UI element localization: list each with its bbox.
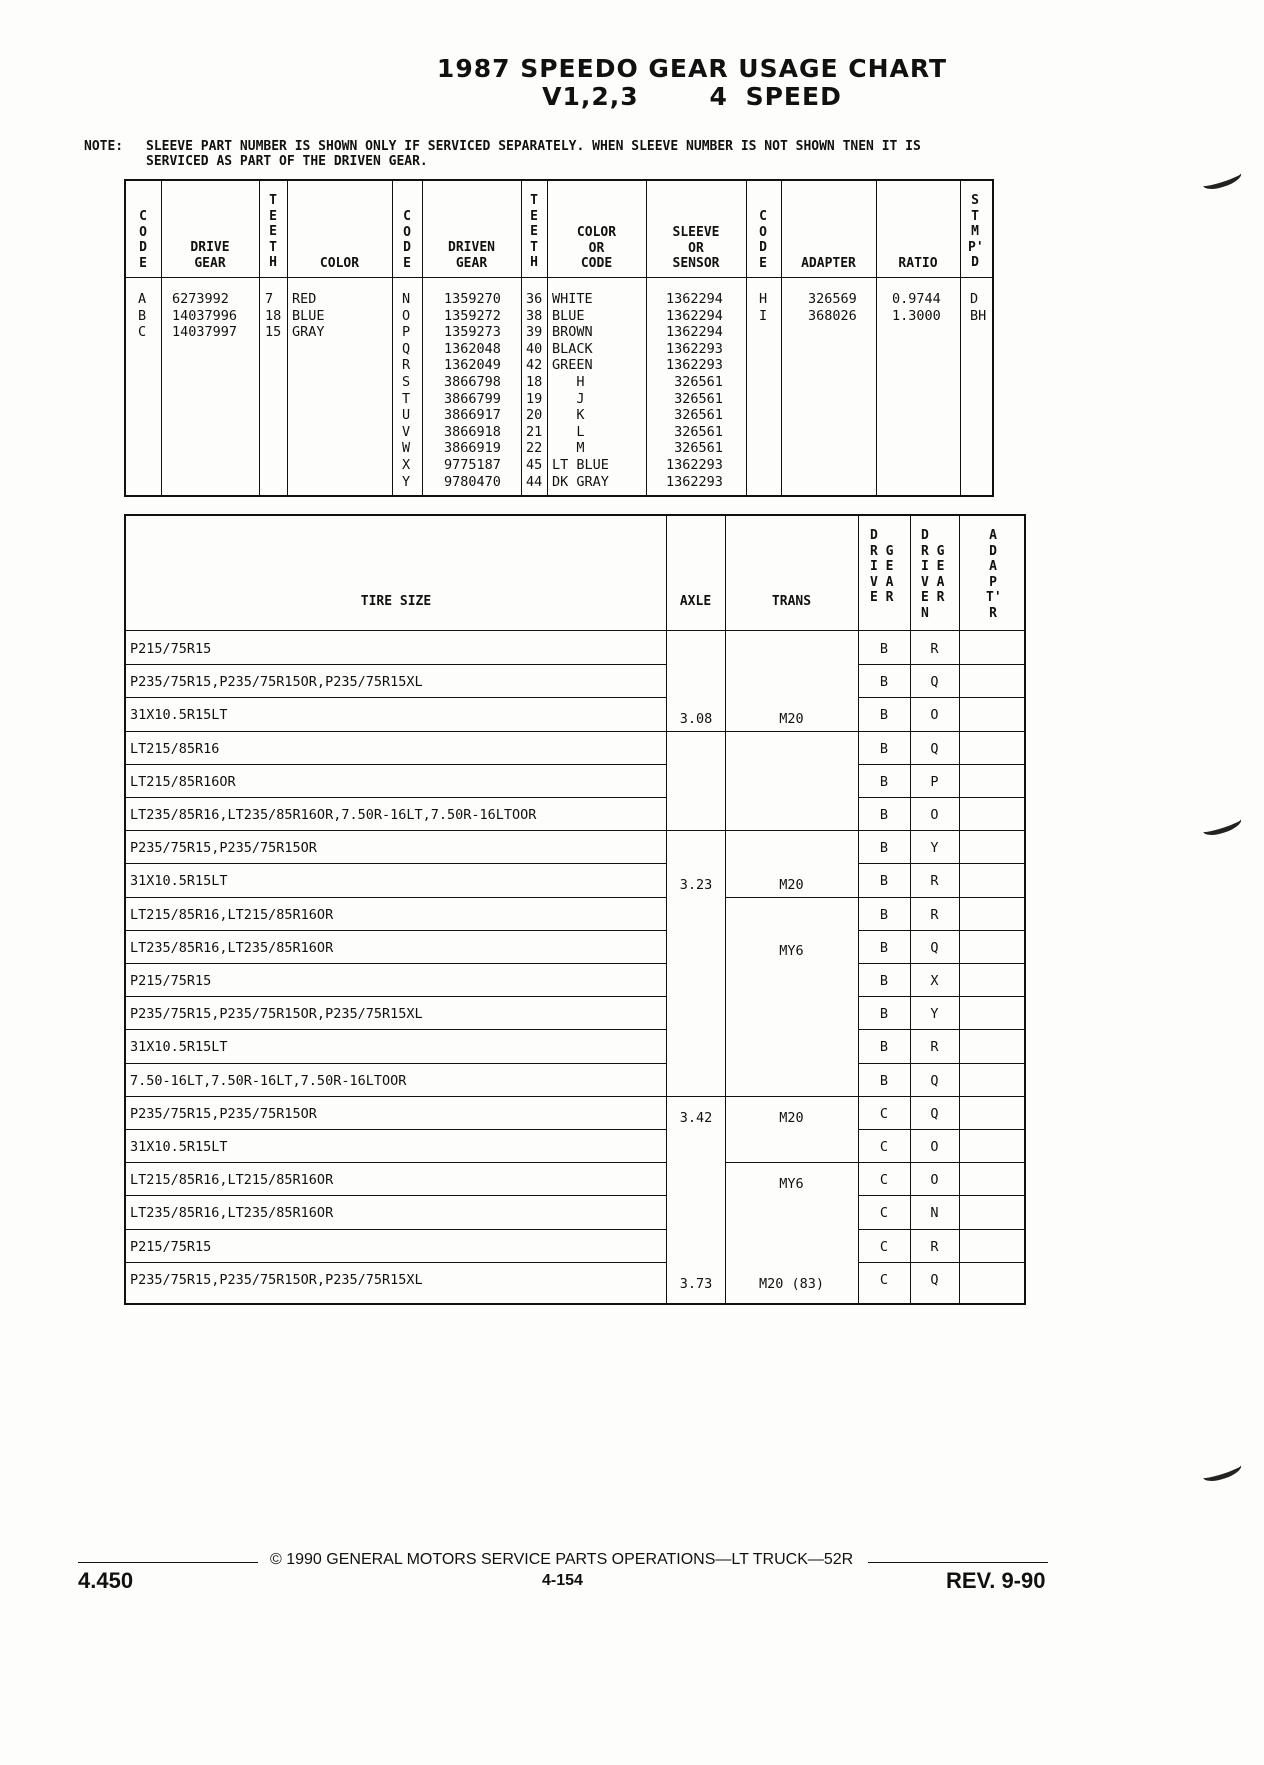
header-driven-gear-2: D R G I E V A E R N <box>921 528 945 621</box>
drive-gear-cell: C <box>879 1172 889 1189</box>
row-divider <box>858 1229 1024 1230</box>
page-section-number: 4.450 <box>78 1568 134 1593</box>
tire-table <box>124 514 1026 1305</box>
row-divider <box>126 1129 666 1130</box>
row-divider <box>126 1096 666 1097</box>
row-divider <box>858 1162 1024 1163</box>
row-divider <box>126 1229 666 1230</box>
table-row <box>126 1229 1026 1262</box>
row-divider <box>858 830 1024 831</box>
drive-gear-cell: B <box>879 873 889 890</box>
header-drive-gear: DRIVE GEAR <box>190 240 230 271</box>
driven-gear-cell: Y <box>930 840 939 857</box>
row-divider <box>858 930 1024 931</box>
trans-label: M20 (83) <box>758 1276 825 1292</box>
drive-gear-cell: B <box>879 740 889 757</box>
row-divider <box>126 863 666 864</box>
table-row <box>126 897 1026 930</box>
row-divider <box>858 1262 1024 1263</box>
axle-label: 3.08 <box>679 711 713 727</box>
table-row <box>126 1129 1026 1162</box>
drive-gear-cell: B <box>879 1006 889 1023</box>
row-divider <box>858 1096 1024 1097</box>
binder-hole-mark <box>1201 1458 1244 1485</box>
header-code-2: C O D E <box>403 209 411 271</box>
binder-hole-mark <box>1201 166 1244 193</box>
row-divider <box>858 697 1024 698</box>
row-divider <box>126 797 666 798</box>
drive-gear-cell: B <box>879 807 889 823</box>
axle-label: 3.23 <box>679 877 713 893</box>
tire-size-cell: LT215/85R16 <box>130 740 220 757</box>
binder-hole-mark <box>1201 812 1244 839</box>
drive-gear-cell: C <box>879 1205 889 1222</box>
table-row <box>126 731 1026 764</box>
axle-label: 3.42 <box>679 1110 713 1126</box>
header-adapter-2: A D A P T' R <box>986 528 1002 621</box>
tire-size-cell: LT235/85R16,LT235/85R16OR,7.50R-16LT,7.50R-16LTOOR <box>130 807 537 823</box>
driven-gear-cell: P <box>930 773 939 790</box>
table-row <box>126 996 1026 1029</box>
row-divider <box>126 830 666 831</box>
driven-gear-cell: O <box>930 1172 939 1189</box>
row-divider <box>858 731 1024 732</box>
tire-size-cell: P215/75R15 <box>130 641 212 657</box>
header-sleeve-or-sensor: SLEEVE OR SENSOR <box>672 225 720 271</box>
note-line-1: SLEEVE PART NUMBER IS SHOWN ONLY IF SERVICED SEPARATELY. WHEN SLEEVE NUMBER IS NOT SHOWN TNEN IT IS <box>146 139 921 154</box>
table-row <box>126 631 1026 664</box>
driven-gear-cell: Q <box>930 1271 939 1288</box>
row-divider <box>858 1063 1024 1064</box>
drive-gear-cell: B <box>879 939 889 956</box>
driven-gear-cell: Q <box>930 939 939 956</box>
tire-size-cell: 7.50-16LT,7.50R-16LT,7.50R-16LTOOR <box>130 1072 407 1089</box>
tire-size-cell: P235/75R15,P235/75R15OR,P235/75R15XL <box>130 1271 423 1288</box>
driven-gear-cell: X <box>930 973 939 989</box>
header-tire-size: TIRE SIZE <box>360 594 432 609</box>
header-color-or-code: COLOR OR CODE <box>576 225 617 271</box>
row-divider <box>666 830 725 831</box>
trans-label: M20 <box>779 1110 804 1126</box>
driven-codes: N O P Q R S T U V W X Y <box>402 291 411 490</box>
note-label: NOTE: <box>84 139 124 154</box>
header-teeth-2: T E E T H <box>530 193 538 270</box>
driven-gear-cell: Q <box>930 1105 939 1122</box>
header-axle: AXLE <box>679 594 712 609</box>
driven-gear-cell: R <box>930 1238 939 1255</box>
row-divider <box>858 996 1024 997</box>
row-divider <box>126 963 666 964</box>
chart-title: 1987 SPEEDO GEAR USAGE CHART <box>436 54 948 83</box>
row-divider <box>725 830 858 831</box>
drive-gear-cell: B <box>879 1039 889 1056</box>
header-trans: TRANS <box>771 594 812 609</box>
row-divider <box>126 1262 666 1263</box>
table-row <box>126 863 1026 896</box>
drive-gear-cell: C <box>879 1105 889 1122</box>
table-row <box>126 797 1026 830</box>
row-divider <box>126 1029 666 1030</box>
drive-gear-cell: B <box>879 674 889 691</box>
drive-gear-cell: B <box>879 840 889 857</box>
header-color: COLOR <box>319 256 360 271</box>
table-row <box>126 664 1026 697</box>
row-divider <box>725 1096 858 1097</box>
header-adapter: ADAPTER <box>801 256 856 271</box>
tire-size-cell: LT215/85R16,LT215/85R16OR <box>130 906 334 923</box>
chart-subtitle: V1,2,3 4 SPEED <box>542 82 842 111</box>
row-divider <box>126 1162 666 1163</box>
row-divider <box>858 963 1024 964</box>
row-divider <box>126 697 666 698</box>
adapter-codes: H I <box>759 291 768 324</box>
header-code: C O D E <box>139 209 147 271</box>
drive-codes: A B C <box>138 291 147 341</box>
row-divider <box>126 630 1024 631</box>
table-row <box>126 1029 1026 1062</box>
driven-sleeves: 1362294 1362294 1362294 1362293 1362293 326561 326561 326561 326561 326561 1362293 1362293 <box>666 291 723 490</box>
row-divider <box>126 930 666 931</box>
drive-teeth: 7 18 15 <box>265 291 282 341</box>
driven-gear-cell: O <box>930 1139 939 1155</box>
row-divider <box>858 1195 1024 1196</box>
tire-size-cell: P235/75R15,P235/75R15OR <box>130 1105 317 1122</box>
row-divider <box>126 731 666 732</box>
adapter-numbers: 326569 368026 <box>808 291 857 324</box>
row-divider <box>126 1063 666 1064</box>
tire-size-cell: P215/75R15 <box>130 973 212 989</box>
drive-gear-cell: C <box>879 1238 889 1255</box>
row-divider <box>858 897 1024 898</box>
note-line-2: SERVICED AS PART OF THE DRIVEN GEAR. <box>146 154 428 169</box>
driven-gear-cell: R <box>930 873 939 890</box>
drive-gear-cell: B <box>879 707 889 724</box>
row-divider <box>126 764 666 765</box>
revision-date: REV. 9-90 <box>946 1568 1046 1593</box>
driven-gear-cell: N <box>930 1205 939 1222</box>
row-divider <box>126 897 666 898</box>
table-row <box>126 697 1026 730</box>
trans-label: M20 <box>779 711 804 727</box>
header-stmpd: S T M P' D <box>968 193 984 270</box>
trans-label: M20 <box>779 877 804 893</box>
gear-table <box>124 179 994 497</box>
trans-label: MY6 <box>779 943 804 959</box>
table-row <box>126 1262 1026 1295</box>
header-driven-gear: DRIVEN GEAR <box>448 240 495 271</box>
driven-gear-cell: Q <box>930 740 939 757</box>
drive-gear-cell: B <box>879 906 889 923</box>
driven-gear-cell: Y <box>930 1006 939 1023</box>
table-row <box>126 963 1026 996</box>
table-row <box>126 1195 1026 1228</box>
drive-gear-cell: C <box>879 1271 889 1288</box>
tire-size-cell: P215/75R15 <box>130 1238 212 1255</box>
row-divider <box>725 1162 858 1163</box>
page-number: 4-154 <box>542 1572 583 1589</box>
axle-label: 3.73 <box>679 1276 713 1292</box>
tire-size-cell: LT235/85R16,LT235/85R16OR <box>130 939 334 956</box>
tire-size-cell: P235/75R15,P235/75R15OR,P235/75R15XL <box>130 674 423 691</box>
driven-gear-cell: Q <box>930 1072 939 1089</box>
tire-size-cell: P235/75R15,P235/75R15OR,P235/75R15XL <box>130 1006 423 1023</box>
adapter-ratios: 0.9744 1.3000 <box>892 291 941 324</box>
drive-gears: 6273992 14037996 14037997 <box>172 291 238 341</box>
row-divider <box>858 863 1024 864</box>
drive-colors: RED BLUE GRAY <box>292 291 325 341</box>
adapter-stmpd: D BH <box>970 291 987 324</box>
row-divider <box>126 1195 666 1196</box>
row-divider <box>858 797 1024 798</box>
table-row <box>126 1096 1026 1129</box>
table-row <box>126 830 1026 863</box>
driven-gear-cell: R <box>930 906 939 923</box>
row-divider <box>126 996 666 997</box>
trans-label: MY6 <box>779 1176 804 1192</box>
header-teeth: T E E T H <box>269 193 277 270</box>
header-ratio: RATIO <box>898 256 938 271</box>
row-divider <box>858 764 1024 765</box>
table-row <box>126 1063 1026 1096</box>
tire-size-cell: 31X10.5R15LT <box>130 707 228 724</box>
row-divider <box>858 1029 1024 1030</box>
table-row <box>126 1162 1026 1195</box>
row-divider <box>666 731 725 732</box>
tire-size-cell: LT215/85R16,LT215/85R16OR <box>130 1172 334 1189</box>
tire-size-cell: LT215/85R16OR <box>130 773 236 790</box>
driven-colors: WHITE BLUE BROWN BLACK GREEN H J K L M LT BLUE DK GRAY <box>552 291 609 490</box>
drive-gear-cell: B <box>879 973 889 989</box>
table-row <box>126 930 1026 963</box>
tire-size-cell: 31X10.5R15LT <box>130 1139 228 1155</box>
driven-teeth: 36 38 39 40 42 18 19 20 21 22 45 44 <box>526 291 543 490</box>
tire-size-cell: 31X10.5R15LT <box>130 873 228 890</box>
header-driver-gear: D R G I E V A E R <box>870 528 894 605</box>
row-divider <box>666 1096 725 1097</box>
driven-gear-cell: R <box>930 641 939 657</box>
copyright-line: © 1990 GENERAL MOTORS SERVICE PARTS OPERATIONS—LT TRUCK—52R <box>270 1551 854 1568</box>
tire-size-cell: LT235/85R16,LT235/85R16OR <box>130 1205 334 1222</box>
driven-gear-cell: Q <box>930 674 939 691</box>
table-row <box>126 764 1026 797</box>
header-code-3: C O D E <box>759 209 767 271</box>
row-divider <box>725 897 858 898</box>
row-divider <box>725 731 858 732</box>
driven-gear-cell: O <box>930 707 939 724</box>
row-divider <box>858 1129 1024 1130</box>
driven-gears: 1359270 1359272 1359273 1362048 1362049 3866798 3866799 3866917 3866918 3866919 9775187 9780470 <box>444 291 501 490</box>
driven-gear-cell: O <box>930 807 939 823</box>
tire-size-cell: P235/75R15,P235/75R15OR <box>130 840 317 857</box>
drive-gear-cell: C <box>879 1139 889 1155</box>
row-divider <box>858 664 1024 665</box>
row-divider <box>126 664 666 665</box>
tire-size-cell: 31X10.5R15LT <box>130 1039 228 1056</box>
drive-gear-cell: B <box>879 1072 889 1089</box>
driven-gear-cell: R <box>930 1039 939 1056</box>
drive-gear-cell: B <box>879 641 889 657</box>
drive-gear-cell: B <box>879 773 889 790</box>
